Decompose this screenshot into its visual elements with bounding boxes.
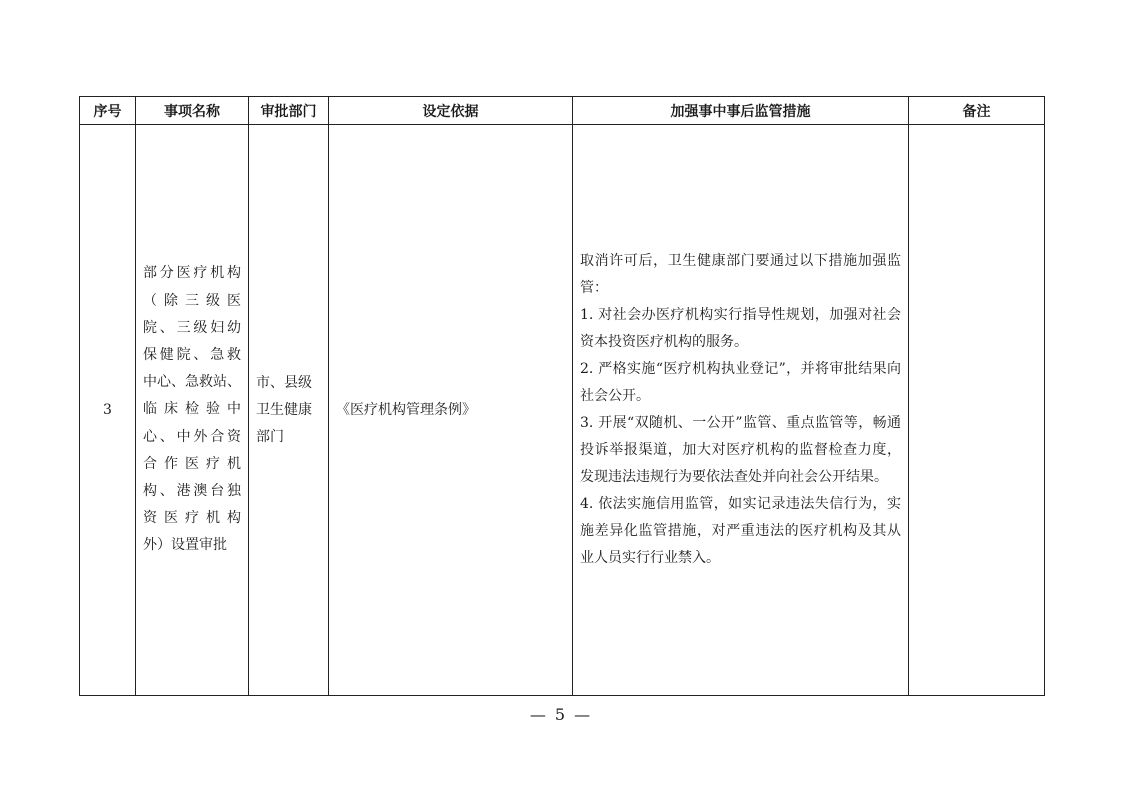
table-header-row bbox=[80, 97, 1045, 125]
item-name-line: 院、三级妇幼 bbox=[143, 319, 241, 336]
measure-item-3: 3. 开展“双随机、一公开”监管、重点监管等，畅通投诉举报渠道，加大对医疗机构的监督检查力度，发现违法违规行为要依法查处并向社会公开结果。 bbox=[580, 415, 901, 485]
dept-line: 市、县级 bbox=[256, 374, 312, 391]
item-name-line: 外）设置审批 bbox=[143, 537, 227, 554]
item-name-line: 心、中外合资 bbox=[143, 428, 241, 445]
legal-basis-cell: 《医疗机构管理条例》 bbox=[329, 125, 573, 696]
item-name-line: 资医疗机构 bbox=[143, 510, 241, 527]
dept-line: 卫生健康 bbox=[256, 401, 312, 418]
dept-line: 部门 bbox=[256, 428, 284, 445]
measure-item-1: 1. 对社会办医疗机构实行指导性规划，加强对社会资本投资医疗机构的服务。 bbox=[580, 307, 901, 350]
item-name-line: 临床检验中 bbox=[143, 401, 241, 418]
header-approval-dept: 审批部门 bbox=[249, 97, 329, 125]
approval-items-table bbox=[79, 96, 1045, 696]
header-remarks: 备注 bbox=[909, 97, 1045, 125]
item-name-line: 保健院、急救 bbox=[143, 346, 241, 363]
item-name-line: 合作医疗机 bbox=[143, 455, 241, 472]
header-num: 序号 bbox=[80, 97, 136, 125]
measures-intro: 取消许可后，卫生健康部门要通过以下措施加强监管： bbox=[580, 253, 901, 296]
item-name-line: 中心、急救站、 bbox=[143, 374, 241, 391]
supervision-measures-cell bbox=[573, 125, 909, 696]
page-number: — 5 — bbox=[529, 705, 593, 724]
approval-dept-cell bbox=[249, 125, 329, 696]
item-name-cell bbox=[136, 125, 249, 696]
table-row bbox=[80, 125, 1045, 696]
header-item-name: 事项名称 bbox=[136, 97, 249, 125]
measure-item-4: 4. 依法实施信用监管，如实记录违法失信行为，实施差异化监管措施，对严重违法的医疗机构及其从业人员实行行业禁入。 bbox=[580, 496, 901, 566]
item-name-line: （除三级医 bbox=[143, 292, 241, 309]
header-supervision-measures: 加强事中事后监管措施 bbox=[573, 97, 909, 125]
item-name-line: 构、港澳台独 bbox=[143, 483, 241, 499]
remarks-cell bbox=[909, 125, 1045, 696]
row-number: 3 bbox=[80, 125, 136, 696]
header-legal-basis: 设定依据 bbox=[329, 97, 573, 125]
item-name-line: 部分医疗机构 bbox=[143, 265, 241, 282]
measure-item-2: 2. 严格实施“医疗机构执业登记”，并将审批结果向社会公开。 bbox=[580, 361, 901, 404]
